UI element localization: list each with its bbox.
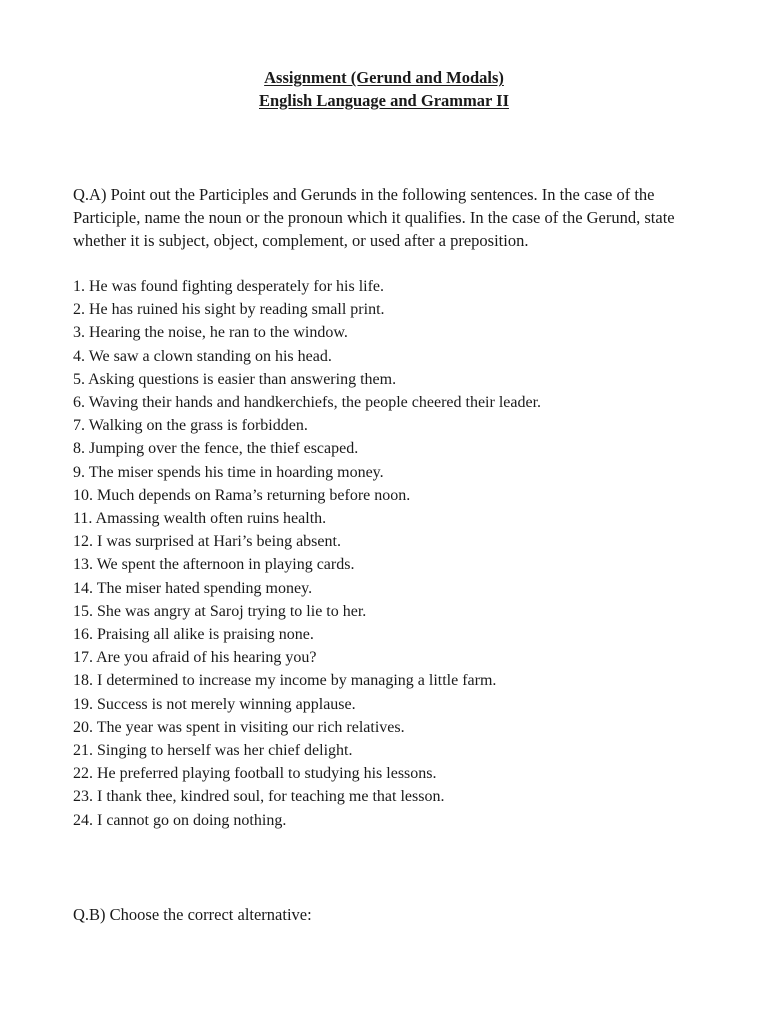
list-item: 20. The year was spent in visiting our rich relatives.: [73, 718, 405, 736]
list-item: 14. The miser hated spending money.: [73, 579, 313, 597]
title-block: [0, 66, 768, 112]
list-item: 13. We spent the afternoon in playing cards.: [73, 556, 355, 574]
list-item: 9. The miser spends his time in hoarding money.: [73, 463, 384, 481]
assignment-title: Assignment (Gerund and Modals): [264, 68, 504, 87]
list-item: 4. We saw a clown standing on his head.: [73, 347, 332, 365]
list-item: 10. Much depends on Rama’s returning before noon.: [73, 486, 411, 504]
list-item: 16. Praising all alike is praising none.: [73, 626, 314, 644]
course-subtitle: English Language and Grammar II: [259, 91, 509, 110]
list-item: 2. He has ruined his sight by reading small print.: [73, 301, 385, 319]
list-item: 18. I determined to increase my income by managing a little farm.: [73, 672, 497, 690]
list-item: 15. She was angry at Saroj trying to lie to her.: [73, 602, 367, 620]
question-a-sentence-list: [73, 275, 713, 832]
list-item: 1. He was found fighting desperately for his life.: [73, 278, 385, 295]
list-item: 17. Are you afraid of his hearing you?: [73, 649, 317, 667]
list-item: 6. Waving their hands and handkerchiefs, the people cheered their leader.: [73, 394, 542, 412]
list-item: 22. He preferred playing football to studying his lessons.: [73, 765, 437, 783]
list-item: 3. Hearing the noise, he ran to the window.: [73, 324, 348, 342]
list-item: 24. I cannot go on doing nothing.: [73, 811, 287, 829]
list-item: 21. Singing to herself was her chief delight.: [73, 742, 353, 760]
list-item: 5. Asking questions is easier than answering them.: [73, 370, 397, 388]
question-b-instructions: Q.B) Choose the correct alternative:: [73, 905, 312, 924]
list-item: 8. Jumping over the fence, the thief escaped.: [73, 440, 359, 458]
list-item: 23. I thank thee, kindred soul, for teaching me that lesson.: [73, 788, 445, 806]
list-item: 19. Success is not merely winning applause.: [73, 695, 356, 713]
question-a-instructions: Q.A) Point out the Participles and Gerunds in the following sentences. In the case of the Participle, name the noun or the pronoun which it qualifies. In the case of the Gerund, state whether it is subject, object, complement, or used after a preposition.: [73, 185, 675, 250]
list-item: 12. I was surprised at Hari’s being absent.: [73, 533, 341, 551]
list-item: 7. Walking on the grass is forbidden.: [73, 417, 308, 435]
list-item: 11. Amassing wealth often ruins health.: [73, 510, 327, 528]
